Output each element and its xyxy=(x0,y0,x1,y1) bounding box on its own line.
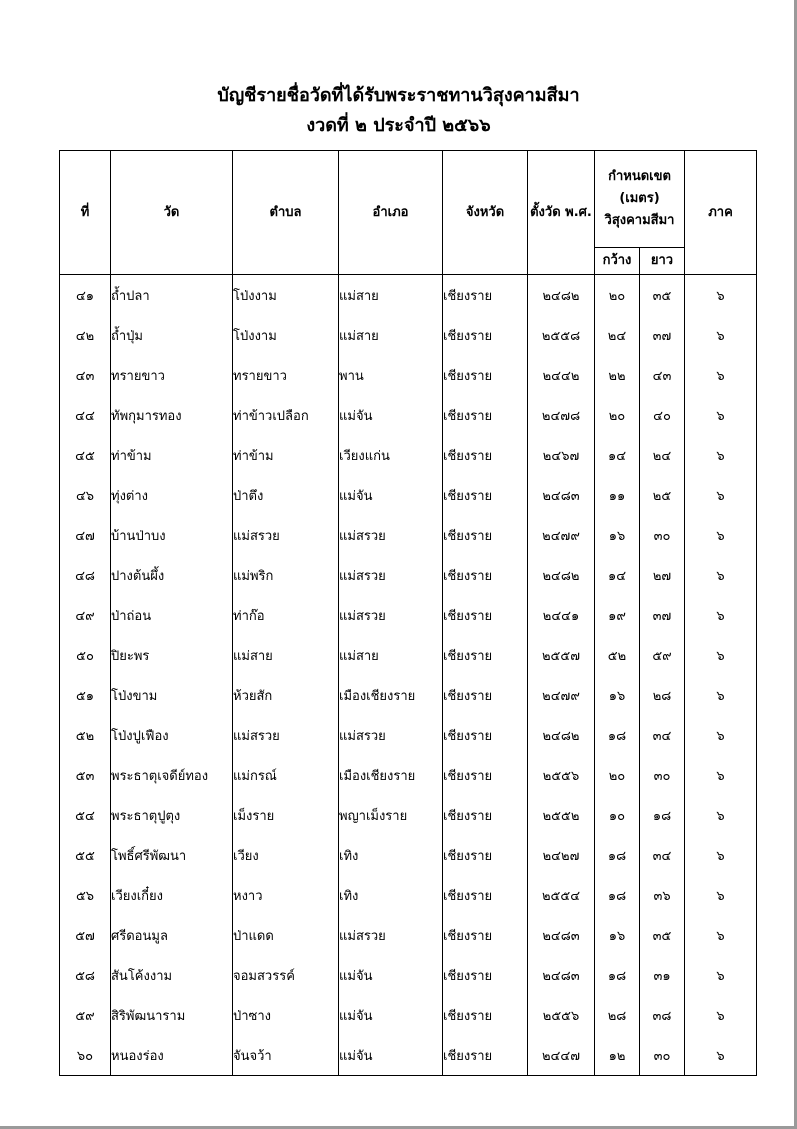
cell-region: ๖ xyxy=(685,675,757,715)
cell-temple: สันโค้งงาม xyxy=(111,955,233,995)
header-subdistrict: ตำบล xyxy=(233,151,339,275)
temple-register-table xyxy=(59,150,757,1076)
cell-founded: ๒๕๕๘ xyxy=(528,315,595,355)
cell-founded: ๒๔๖๗ xyxy=(528,435,595,475)
cell-district: เมืองเชียงราย xyxy=(339,675,443,715)
cell-width: ๑๔ xyxy=(595,435,640,475)
cell-province: เชียงราย xyxy=(443,795,528,835)
cell-length: ๓๗ xyxy=(640,315,685,355)
cell-temple: ศรีดอนมูล xyxy=(111,915,233,955)
header-length: ยาว xyxy=(640,248,685,275)
table-row xyxy=(60,1035,757,1076)
cell-district: แม่จัน xyxy=(339,395,443,435)
cell-region: ๖ xyxy=(685,315,757,355)
cell-region: ๖ xyxy=(685,835,757,875)
cell-region: ๖ xyxy=(685,875,757,915)
cell-temple: พระธาตุปูตุง xyxy=(111,795,233,835)
cell-length: ๓๔ xyxy=(640,715,685,755)
cell-temple: พระธาตุเจดีย์ทอง xyxy=(111,755,233,795)
table-row xyxy=(60,595,757,635)
table-row xyxy=(60,835,757,875)
cell-district: แม่สรวย xyxy=(339,595,443,635)
header-district: อำเภอ xyxy=(339,151,443,275)
cell-temple: ทัพกุมารทอง xyxy=(111,395,233,435)
cell-subdistrict: ท่าข้าวเปลือก xyxy=(233,395,339,435)
header-founded: ตั้งวัด พ.ศ. xyxy=(528,151,595,275)
cell-no: ๖๐ xyxy=(60,1035,111,1076)
cell-width: ๑๔ xyxy=(595,555,640,595)
cell-province: เชียงราย xyxy=(443,755,528,795)
cell-founded: ๒๕๕๔ xyxy=(528,875,595,915)
cell-subdistrict: แม่สรวย xyxy=(233,515,339,555)
cell-region: ๖ xyxy=(685,355,757,395)
cell-region: ๖ xyxy=(685,435,757,475)
cell-width: ๑๐ xyxy=(595,795,640,835)
cell-district: แม่จัน xyxy=(339,955,443,995)
cell-province: เชียงราย xyxy=(443,715,528,755)
table-row xyxy=(60,875,757,915)
cell-length: ๓๕ xyxy=(640,275,685,316)
cell-province: เชียงราย xyxy=(443,835,528,875)
table-row xyxy=(60,635,757,675)
header-region: ภาค xyxy=(685,151,757,275)
cell-subdistrict: ทรายขาว xyxy=(233,355,339,395)
cell-width: ๑๘ xyxy=(595,715,640,755)
cell-subdistrict: โป่งงาม xyxy=(233,315,339,355)
cell-no: ๕๑ xyxy=(60,675,111,715)
table-row xyxy=(60,515,757,555)
cell-founded: ๒๔๘๒ xyxy=(528,715,595,755)
cell-district: แม่จัน xyxy=(339,1035,443,1076)
cell-temple: สิริพัฒนาราม xyxy=(111,995,233,1035)
cell-district: เมืองเชียงราย xyxy=(339,755,443,795)
cell-width: ๑๖ xyxy=(595,515,640,555)
cell-province: เชียงราย xyxy=(443,915,528,955)
cell-length: ๒๔ xyxy=(640,435,685,475)
cell-no: ๔๙ xyxy=(60,595,111,635)
table-row xyxy=(60,675,757,715)
cell-length: ๓๗ xyxy=(640,595,685,635)
cell-width: ๑๘ xyxy=(595,955,640,995)
cell-subdistrict: ป่าแดด xyxy=(233,915,339,955)
cell-region: ๖ xyxy=(685,555,757,595)
cell-width: ๑๑ xyxy=(595,475,640,515)
table-row xyxy=(60,715,757,755)
cell-founded: ๒๔๔๗ xyxy=(528,1035,595,1076)
cell-founded: ๒๔๘๓ xyxy=(528,475,595,515)
cell-subdistrict: ท่าข้าม xyxy=(233,435,339,475)
cell-district: แม่สรวย xyxy=(339,915,443,955)
cell-subdistrict: ห้วยสัก xyxy=(233,675,339,715)
table-row xyxy=(60,915,757,955)
cell-no: ๕๓ xyxy=(60,755,111,795)
cell-length: ๓๖ xyxy=(640,875,685,915)
cell-region: ๖ xyxy=(685,915,757,955)
cell-province: เชียงราย xyxy=(443,355,528,395)
cell-region: ๖ xyxy=(685,795,757,835)
cell-district: เทิง xyxy=(339,835,443,875)
cell-temple: ปางต้นผึ้ง xyxy=(111,555,233,595)
cell-province: เชียงราย xyxy=(443,555,528,595)
document-title: บัญชีรายชื่อวัดที่ได้รับพระราชทานวิสุงคามสีมา xyxy=(217,85,580,106)
table-row xyxy=(60,315,757,355)
cell-width: ๑๒ xyxy=(595,1035,640,1076)
cell-province: เชียงราย xyxy=(443,515,528,555)
cell-temple: หนองร่อง xyxy=(111,1035,233,1076)
cell-province: เชียงราย xyxy=(443,315,528,355)
cell-width: ๒๐ xyxy=(595,395,640,435)
cell-width: ๒๘ xyxy=(595,995,640,1035)
cell-no: ๔๗ xyxy=(60,515,111,555)
cell-region: ๖ xyxy=(685,635,757,675)
cell-subdistrict: ป่าตึง xyxy=(233,475,339,515)
cell-province: เชียงราย xyxy=(443,1035,528,1076)
cell-district: แม่สาย xyxy=(339,635,443,675)
cell-district: แม่จัน xyxy=(339,475,443,515)
cell-region: ๖ xyxy=(685,955,757,995)
cell-founded: ๒๕๕๒ xyxy=(528,795,595,835)
cell-no: ๔๓ xyxy=(60,355,111,395)
cell-province: เชียงราย xyxy=(443,475,528,515)
cell-length: ๓๐ xyxy=(640,755,685,795)
cell-district: เทิง xyxy=(339,875,443,915)
cell-region: ๖ xyxy=(685,475,757,515)
cell-no: ๕๐ xyxy=(60,635,111,675)
cell-founded: ๒๔๒๗ xyxy=(528,835,595,875)
cell-subdistrict: โป่งงาม xyxy=(233,275,339,316)
cell-subdistrict: แม่สรวย xyxy=(233,715,339,755)
cell-temple: โป่งขาม xyxy=(111,675,233,715)
table-row xyxy=(60,275,757,316)
cell-length: ๓๐ xyxy=(640,1035,685,1076)
cell-width: ๒๔ xyxy=(595,315,640,355)
cell-founded: ๒๔๔๒ xyxy=(528,355,595,395)
cell-length: ๓๔ xyxy=(640,835,685,875)
cell-width: ๕๒ xyxy=(595,635,640,675)
cell-region: ๖ xyxy=(685,275,757,316)
cell-region: ๖ xyxy=(685,395,757,435)
cell-founded: ๒๔๔๑ xyxy=(528,595,595,635)
header-temple: วัด xyxy=(111,151,233,275)
cell-founded: ๒๔๗๙ xyxy=(528,515,595,555)
cell-width: ๒๐ xyxy=(595,755,640,795)
cell-region: ๖ xyxy=(685,995,757,1035)
cell-region: ๖ xyxy=(685,1035,757,1076)
cell-temple: เวียงเกี๋ยง xyxy=(111,875,233,915)
cell-founded: ๒๔๘๓ xyxy=(528,955,595,995)
document-subtitle: งวดที่ ๒ ประจำปี ๒๕๖๖ xyxy=(306,115,491,136)
cell-width: ๑๖ xyxy=(595,675,640,715)
cell-width: ๑๘ xyxy=(595,835,640,875)
cell-district: แม่สาย xyxy=(339,315,443,355)
cell-province: เชียงราย xyxy=(443,275,528,316)
cell-temple: ป่าถ่อน xyxy=(111,595,233,635)
cell-province: เชียงราย xyxy=(443,875,528,915)
cell-length: ๒๕ xyxy=(640,475,685,515)
cell-province: เชียงราย xyxy=(443,995,528,1035)
header-width: กว้าง xyxy=(595,248,640,275)
cell-founded: ๒๔๘๓ xyxy=(528,915,595,955)
cell-district: แม่สรวย xyxy=(339,715,443,755)
cell-no: ๔๖ xyxy=(60,475,111,515)
table-row xyxy=(60,995,757,1035)
cell-no: ๔๔ xyxy=(60,395,111,435)
cell-founded: ๒๕๕๖ xyxy=(528,995,595,1035)
cell-no: ๕๗ xyxy=(60,915,111,955)
cell-region: ๖ xyxy=(685,595,757,635)
cell-temple: ปิยะพร xyxy=(111,635,233,675)
cell-temple: ทรายขาว xyxy=(111,355,233,395)
cell-subdistrict: จอมสวรรค์ xyxy=(233,955,339,995)
header-boundary: กำหนดเขต (เมตร) วิสุงคามสีมา xyxy=(595,151,685,248)
cell-length: ๓๐ xyxy=(640,515,685,555)
table-row xyxy=(60,475,757,515)
cell-no: ๔๒ xyxy=(60,315,111,355)
cell-no: ๕๔ xyxy=(60,795,111,835)
table-row xyxy=(60,435,757,475)
cell-length: ๕๙ xyxy=(640,635,685,675)
cell-no: ๕๖ xyxy=(60,875,111,915)
cell-region: ๖ xyxy=(685,715,757,755)
cell-no: ๕๘ xyxy=(60,955,111,995)
cell-length: ๒๘ xyxy=(640,675,685,715)
cell-subdistrict: เวียง xyxy=(233,835,339,875)
cell-province: เชียงราย xyxy=(443,435,528,475)
cell-province: เชียงราย xyxy=(443,395,528,435)
cell-temple: บ้านป่าบง xyxy=(111,515,233,555)
cell-width: ๒๒ xyxy=(595,355,640,395)
cell-subdistrict: แม่กรณ์ xyxy=(233,755,339,795)
cell-subdistrict: หงาว xyxy=(233,875,339,915)
cell-founded: ๒๔๘๒ xyxy=(528,275,595,316)
cell-length: ๓๘ xyxy=(640,995,685,1035)
cell-width: ๑๙ xyxy=(595,595,640,635)
header-province: จังหวัด xyxy=(443,151,528,275)
cell-length: ๓๑ xyxy=(640,955,685,995)
cell-district: แม่สรวย xyxy=(339,555,443,595)
cell-length: ๔๐ xyxy=(640,395,685,435)
table-row xyxy=(60,795,757,835)
cell-subdistrict: ป่าซาง xyxy=(233,995,339,1035)
cell-district: เวียงแก่น xyxy=(339,435,443,475)
cell-length: ๒๗ xyxy=(640,555,685,595)
cell-temple: ถ้ำปลา xyxy=(111,275,233,316)
cell-subdistrict: จันจว้า xyxy=(233,1035,339,1076)
header-no: ที่ xyxy=(60,151,111,275)
cell-temple: โพธิ์ศรีพัฒนา xyxy=(111,835,233,875)
table-row xyxy=(60,955,757,995)
cell-subdistrict: แม่สาย xyxy=(233,635,339,675)
cell-length: ๑๘ xyxy=(640,795,685,835)
cell-founded: ๒๔๗๙ xyxy=(528,675,595,715)
cell-district: แม่สรวย xyxy=(339,515,443,555)
cell-founded: ๒๔๘๒ xyxy=(528,555,595,595)
cell-no: ๔๕ xyxy=(60,435,111,475)
table-row xyxy=(60,555,757,595)
table-row xyxy=(60,395,757,435)
cell-province: เชียงราย xyxy=(443,635,528,675)
cell-founded: ๒๕๕๗ xyxy=(528,635,595,675)
cell-province: เชียงราย xyxy=(443,955,528,995)
cell-district: แม่สาย xyxy=(339,275,443,316)
cell-district: แม่จัน xyxy=(339,995,443,1035)
cell-no: ๔๘ xyxy=(60,555,111,595)
cell-region: ๖ xyxy=(685,515,757,555)
cell-width: ๑๘ xyxy=(595,875,640,915)
table-row xyxy=(60,355,757,395)
cell-no: ๕๕ xyxy=(60,835,111,875)
cell-width: ๑๖ xyxy=(595,915,640,955)
cell-width: ๒๐ xyxy=(595,275,640,316)
cell-province: เชียงราย xyxy=(443,675,528,715)
cell-province: เชียงราย xyxy=(443,595,528,635)
cell-no: ๔๑ xyxy=(60,275,111,316)
cell-no: ๕๙ xyxy=(60,995,111,1035)
cell-temple: ถ้ำปุ่ม xyxy=(111,315,233,355)
cell-district: พาน xyxy=(339,355,443,395)
cell-subdistrict: ท่าก๊อ xyxy=(233,595,339,635)
cell-district: พญาเม็งราย xyxy=(339,795,443,835)
cell-subdistrict: แม่พริก xyxy=(233,555,339,595)
cell-founded: ๒๔๗๘ xyxy=(528,395,595,435)
cell-founded: ๒๕๕๖ xyxy=(528,755,595,795)
cell-no: ๕๒ xyxy=(60,715,111,755)
cell-temple: ทุ่งต่าง xyxy=(111,475,233,515)
table-row xyxy=(60,755,757,795)
cell-length: ๔๓ xyxy=(640,355,685,395)
cell-subdistrict: เม็งราย xyxy=(233,795,339,835)
cell-temple: ท่าข้าม xyxy=(111,435,233,475)
cell-region: ๖ xyxy=(685,755,757,795)
cell-length: ๓๕ xyxy=(640,915,685,955)
cell-temple: โป่งปูเฟือง xyxy=(111,715,233,755)
